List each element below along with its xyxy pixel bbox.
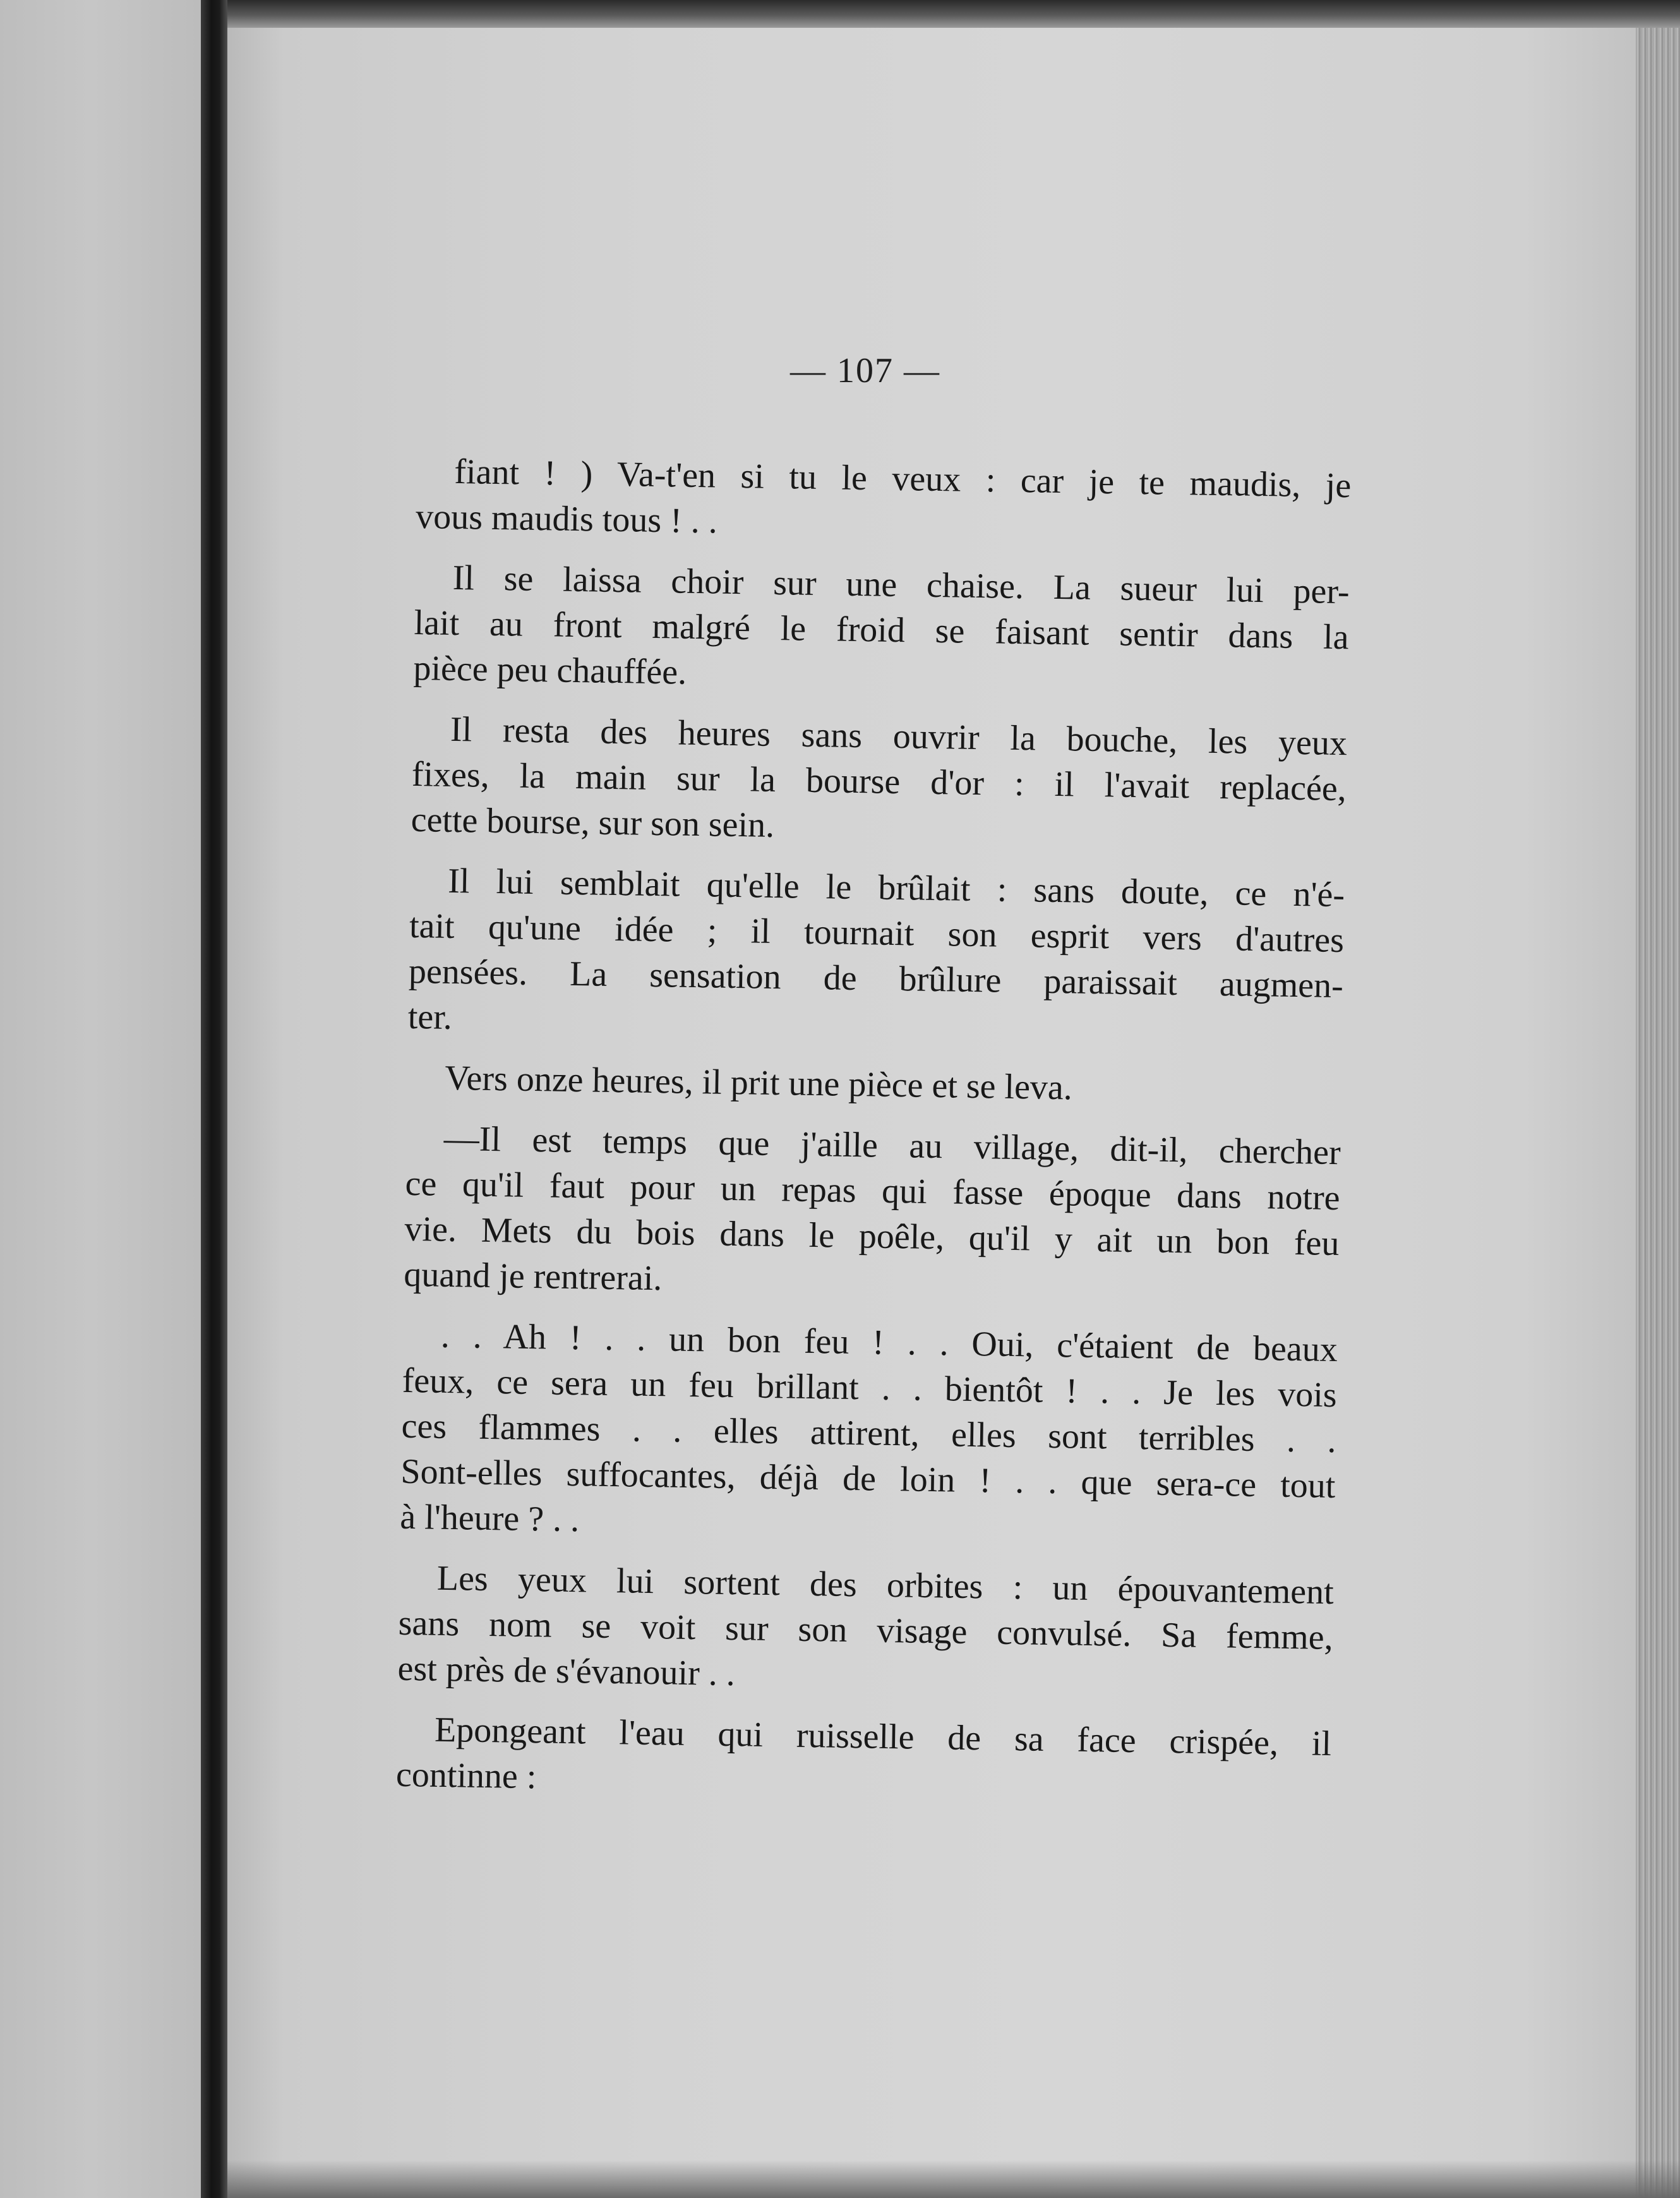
text-line: ter.: [407, 997, 453, 1037]
book-gutter: [201, 0, 227, 2198]
paragraph: [400, 1312, 1338, 1554]
text-line: Il resta des heures sans ouvrir la bouche, les yeux: [450, 709, 1348, 764]
paragraph: [395, 1707, 1331, 1812]
body-text: [395, 448, 1351, 1812]
text-line: Les yeux lui sortent des orbites : un épouvantement: [436, 1558, 1335, 1612]
text-line: à l'heure ? . .: [399, 1497, 580, 1540]
bottom-shadow: [227, 2160, 1680, 2198]
page-number: — 107 —: [790, 351, 940, 390]
text-line: est près de s'évanouir . .: [397, 1648, 736, 1694]
text-line: —Il est temps que j'aille au village, dit-il, chercher: [443, 1119, 1341, 1173]
text-line: ce qu'il faut pour un repas qui fasse époque dans notre: [405, 1163, 1341, 1218]
text-line: . . Ah ! . . un bon feu ! . . Oui, c'étaient de beaux: [440, 1316, 1338, 1370]
text-line: feux, ce sera un feu brillant . . bientôt ! . . Je les vois: [402, 1360, 1338, 1415]
text-line: sans nom se voit sur son visage convulsé. Sa femme,: [398, 1603, 1334, 1658]
paragraph: [411, 706, 1347, 857]
text-line: Il lui semblait qu'elle le brûlait : sans doute, ce n'é-: [447, 861, 1345, 915]
paragraph: [416, 448, 1352, 554]
text-line: vie. Mets du bois dans le poêle, qu'il y ait un bon feu: [404, 1209, 1340, 1264]
text-line: fixes, la main sur la bourse d'or : il l'avait replacée,: [411, 754, 1347, 809]
text-line: continne :: [395, 1755, 537, 1797]
text-line: pensées. La sensation de brûlure paraissait augmen-: [408, 951, 1344, 1006]
paragraph: [413, 555, 1350, 706]
facing-page-margin: [0, 0, 201, 2198]
text-line: pièce peu chauffée.: [413, 648, 687, 692]
paragraph: [397, 1555, 1334, 1706]
text-line: Epongeant l'eau qui ruisselle de sa face crispée, il: [434, 1710, 1332, 1763]
text-line: fiant ! ) Va-t'en si tu le veux : car je te maudis, je: [453, 452, 1352, 506]
text-line: lait au front malgré le froid se faisant sentir dans la: [414, 603, 1349, 658]
text-line: vous maudis tous ! . .: [415, 496, 718, 541]
text-line: Il se laissa choir sur une chaise. La sueur lui per-: [452, 558, 1350, 612]
text-line: cette bourse, sur son sein.: [411, 800, 775, 845]
paragraph: [404, 1115, 1341, 1312]
text-line: tait qu'une idée ; il tournait son esprit vers d'autres: [409, 906, 1345, 961]
paragraph: [407, 858, 1345, 1054]
text-line: Vers onze heures, il prit une pièce et se leva.: [444, 1058, 1073, 1108]
top-shadow: [227, 0, 1680, 28]
page-edges: [1636, 24, 1680, 2198]
text-line: ces flammes . . elles attirent, elles sont terribles . .: [401, 1406, 1336, 1461]
text-line: Sont-elles suffocantes, déjà de loin ! . . que sera-ce tout: [400, 1451, 1336, 1506]
text-line: quand je rentrerai.: [403, 1254, 663, 1299]
